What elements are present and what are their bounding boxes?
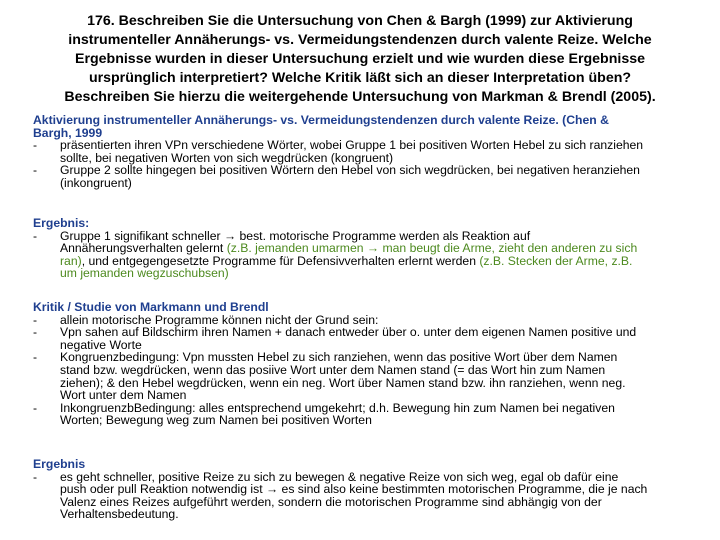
list-item-line: InkongruenzbBedingung: alles entsprechend umgekehrt; d.h. Bewegung hin zum Namen bei negativen (60, 400, 615, 415)
result-section (33, 217, 693, 280)
list-item-line: (inkongruent) (60, 175, 132, 190)
list-item-line: Valenz eines Reizes aufgeführt werden, sondern die motorischen Programme sind abhängig von der (60, 494, 602, 509)
example-text: man beugt die Arme, zieht den anderen zu sich (379, 241, 638, 256)
list-item-line: Kongruenzbedingung: Vpn mussten Hebel zu sich ranziehen, wenn das positive Wort über dem Namen (60, 350, 618, 365)
text-run: push oder pull Reaktion notwendig ist (60, 482, 266, 497)
conclusion-section (33, 458, 693, 521)
question-line: Beschreiben Sie hierzu die weitergehende Untersuchung von Markman & Brendl (2005). (64, 89, 656, 105)
example-text: ran) (60, 253, 82, 268)
text-run: es sind also keine bestimmten motorischen Programme, die je nach (278, 482, 648, 497)
question-line: instrumenteller Annäherungs- vs. Vermeidungstendenzen durch valente Reize. Welche (68, 32, 652, 48)
bullet-dash: - (33, 350, 38, 365)
bullet-dash: - (33, 138, 38, 153)
conclusion-heading: Ergebnis (33, 457, 86, 471)
list-item-line: präsentierten ihren VPn verschiedene Wörter, wobei Gruppe 1 bei positiven Worten Hebel zu sich ranziehen (60, 138, 644, 153)
list-item-line: sollte, bei negativen Worten von sich wegdrücken (kongruent) (60, 150, 394, 165)
question-line: Ergebnisse wurden in dieser Untersuchung erzielt und wie wurden diese Ergebnisse (74, 51, 645, 67)
study-heading-line: Bargh, 1999 (33, 125, 103, 140)
list-item-line: Wort unter dem Namen (60, 388, 187, 403)
bullet-dash: - (33, 312, 38, 327)
list-item-line: stand bzw. wegdrücken, wenn das posiive Wort unter dem Namen stand (= das Wort hin zum Namen (60, 362, 606, 377)
list-item (33, 326, 693, 351)
arrow-icon: → (265, 482, 279, 497)
list-item-line: negative Worte (60, 337, 142, 352)
list-item (33, 139, 693, 164)
text-run: , und entgegengesetzte Programme für Defensivverhalten erlernt werden (81, 253, 480, 268)
bullet-dash: - (33, 228, 38, 243)
list-item-line: es geht schneller, positive Reize zu sich zu bewegen & negative Reize von sich weg, egal ob dafür eine (60, 469, 619, 484)
list-item-line: ziehen); & den Hebel wegdrücken, wenn ein neg. Wort über Namen stand bzw. ihn ranziehen, wenn neg. (60, 375, 626, 390)
list-item-line: Verhaltensbedeutung. (60, 507, 179, 522)
example-text: um jemanden wegzuschubsen) (60, 266, 229, 281)
arrow-icon: → (366, 241, 380, 256)
question-title (36, 12, 684, 107)
list-item (33, 471, 693, 521)
list-item-line (60, 483, 693, 496)
list-item-line: Vpn sahen auf Bildschirm ihren Namen + danach entweder über o. unter dem eigenen Namen positive und (60, 325, 637, 340)
text-run: Annäherungsverhalten gelernt (60, 241, 227, 256)
question-line: 176. Beschreiben Sie die Untersuchung von Chen & Bargh (1999) zur Aktivierung (87, 13, 633, 29)
critique-heading: Kritik / Studie von Markmann und Brendl (33, 300, 269, 314)
result-heading: Ergebnis: (33, 216, 90, 230)
question-line: ursprünglich interpretiert? Welche Kritik läßt sich an dieser Interpretation üben? (88, 70, 632, 86)
study-section (33, 114, 693, 190)
list-item (33, 230, 693, 280)
list-item-line: Gruppe 2 sollte hingegen bei positiven Wörtern den Hebel von sich wegdrücken, bei negativen heranziehen (60, 163, 640, 178)
example-text: (z.B. jemanden umarmen (226, 241, 367, 256)
list-item (33, 351, 693, 401)
list-item (33, 164, 693, 189)
bullet-dash: - (33, 325, 38, 340)
example-text: (z.B. Stecken der Arme, z.B. (479, 253, 633, 268)
list-item (33, 402, 693, 427)
arrow-icon: → (223, 228, 237, 243)
bullet-dash: - (33, 469, 38, 484)
list-item-line: Worten; Bewegung weg zum Namen bei positiven Worten (60, 413, 372, 428)
text-run: Gruppe 1 signifikant schneller (60, 228, 224, 243)
study-heading-line: Aktivierung instrumenteller Annäherungs- vs. Vermeidungstendenzen durch valente Reize. (Chen & (33, 113, 609, 127)
bullet-dash: - (33, 400, 38, 415)
bullet-dash: - (33, 163, 38, 178)
text-run: best. motorische Programme werden als Reaktion auf (236, 228, 531, 243)
list-item-line: allein motorische Programme können nicht der Grund sein: (60, 312, 379, 327)
critique-section (33, 301, 693, 427)
